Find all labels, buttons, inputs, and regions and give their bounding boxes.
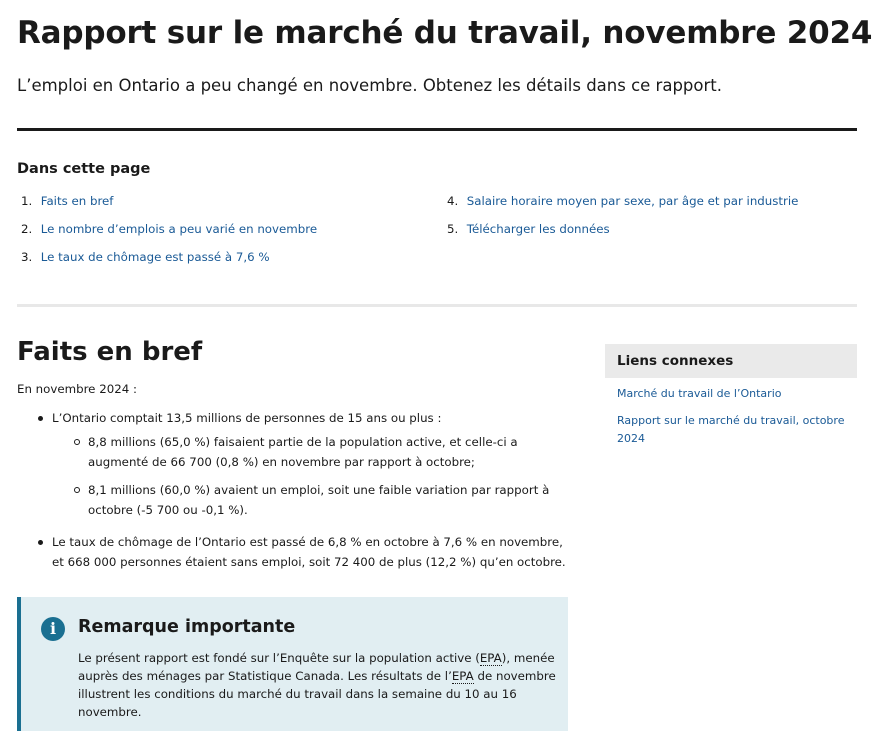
facts-sublist <box>52 432 567 520</box>
toc-number: 4. <box>447 194 459 208</box>
toc-link-nombre-emplois[interactable]: Le nombre d’emplois a peu varié en novembre <box>40 222 318 236</box>
info-icon: i <box>41 617 65 641</box>
fact-population: L’Ontario comptait 13,5 millions de personnes de 15 ans ou plus : <box>52 411 442 425</box>
toc-list-right <box>443 191 798 247</box>
toc-item-5 <box>443 219 798 247</box>
toc-number: 5. <box>447 222 459 236</box>
list-item <box>17 532 567 572</box>
list-item <box>617 412 857 448</box>
fact-emploi: 8,1 millions (60,0 %) avaient un emploi, soit une faible variation par rapport à octobre (-5 700 ou -0,1 %). <box>88 483 550 517</box>
toc-item-3 <box>17 247 317 275</box>
related-links-panel <box>605 344 857 448</box>
important-note-callout <box>17 597 568 731</box>
toc-link-taux-chomage[interactable]: Le taux de chômage est passé à 7,6 % <box>40 250 270 264</box>
header-divider <box>17 128 857 131</box>
facts-intro: En novembre 2024 : <box>17 382 137 396</box>
fact-chomage: Le taux de chômage de l’Ontario est passé de 6,8 % en octobre à 7,6 % en novembre, et 668 000 personnes étaient sans emploi, soit 72 400 de plus (12,2 %) qu’en octobre. <box>52 535 566 569</box>
section-title-faits: Faits en bref <box>17 337 203 367</box>
callout-text-2: ), menée auprès des ménages par Statistique Canada. Les résultats de l’ <box>78 651 555 683</box>
list-item <box>52 432 567 472</box>
page-title: Rapport sur le marché du travail, novembre 2024 <box>17 15 873 51</box>
toc-link-telecharger[interactable]: Télécharger les données <box>466 222 610 236</box>
toc-link-faits-en-bref[interactable]: Faits en bref <box>40 194 114 208</box>
related-link-rapport-octobre[interactable]: Rapport sur le marché du travail, octobre 2024 <box>617 414 845 445</box>
callout-body <box>78 649 558 721</box>
toc-item-1 <box>17 191 317 219</box>
abbr-epa: EPA <box>479 651 502 665</box>
toc-divider <box>17 304 857 307</box>
related-links-heading: Liens connexes <box>605 344 857 378</box>
callout-text-1: Le présent rapport est fondé sur l’Enquête sur la population active ( <box>78 651 480 665</box>
fact-population-active: 8,8 millions (65,0 %) faisaient partie de la population active, et celle-ci a augmenté de 66 700 (0,8 %) en novembre par rapport à octobre; <box>88 435 518 469</box>
toc-item-2 <box>17 219 317 247</box>
callout-text-3: de novembre illustrent les conditions du marché du travail dans la semaine du 10 au 16 novembre. <box>78 669 556 719</box>
abbr-epa: EPA <box>451 669 474 683</box>
toc-heading: Dans cette page <box>17 161 151 177</box>
callout-title: Remarque importante <box>78 617 296 637</box>
toc-list-left <box>17 191 317 275</box>
list-item <box>52 480 567 520</box>
related-links-list <box>605 385 857 448</box>
page-lead: L’emploi en Ontario a peu changé en novembre. Obtenez les détails dans ce rapport. <box>17 76 722 95</box>
related-link-marche-travail[interactable]: Marché du travail de l’Ontario <box>617 387 782 400</box>
toc-number: 2. <box>21 222 33 236</box>
toc-link-salaire-horaire[interactable]: Salaire horaire moyen par sexe, par âge et par industrie <box>466 194 799 208</box>
toc-item-4 <box>443 191 798 219</box>
list-item <box>17 408 567 520</box>
facts-list <box>17 408 567 572</box>
toc-number: 3. <box>21 250 33 264</box>
toc-number: 1. <box>21 194 33 208</box>
list-item <box>617 385 857 403</box>
